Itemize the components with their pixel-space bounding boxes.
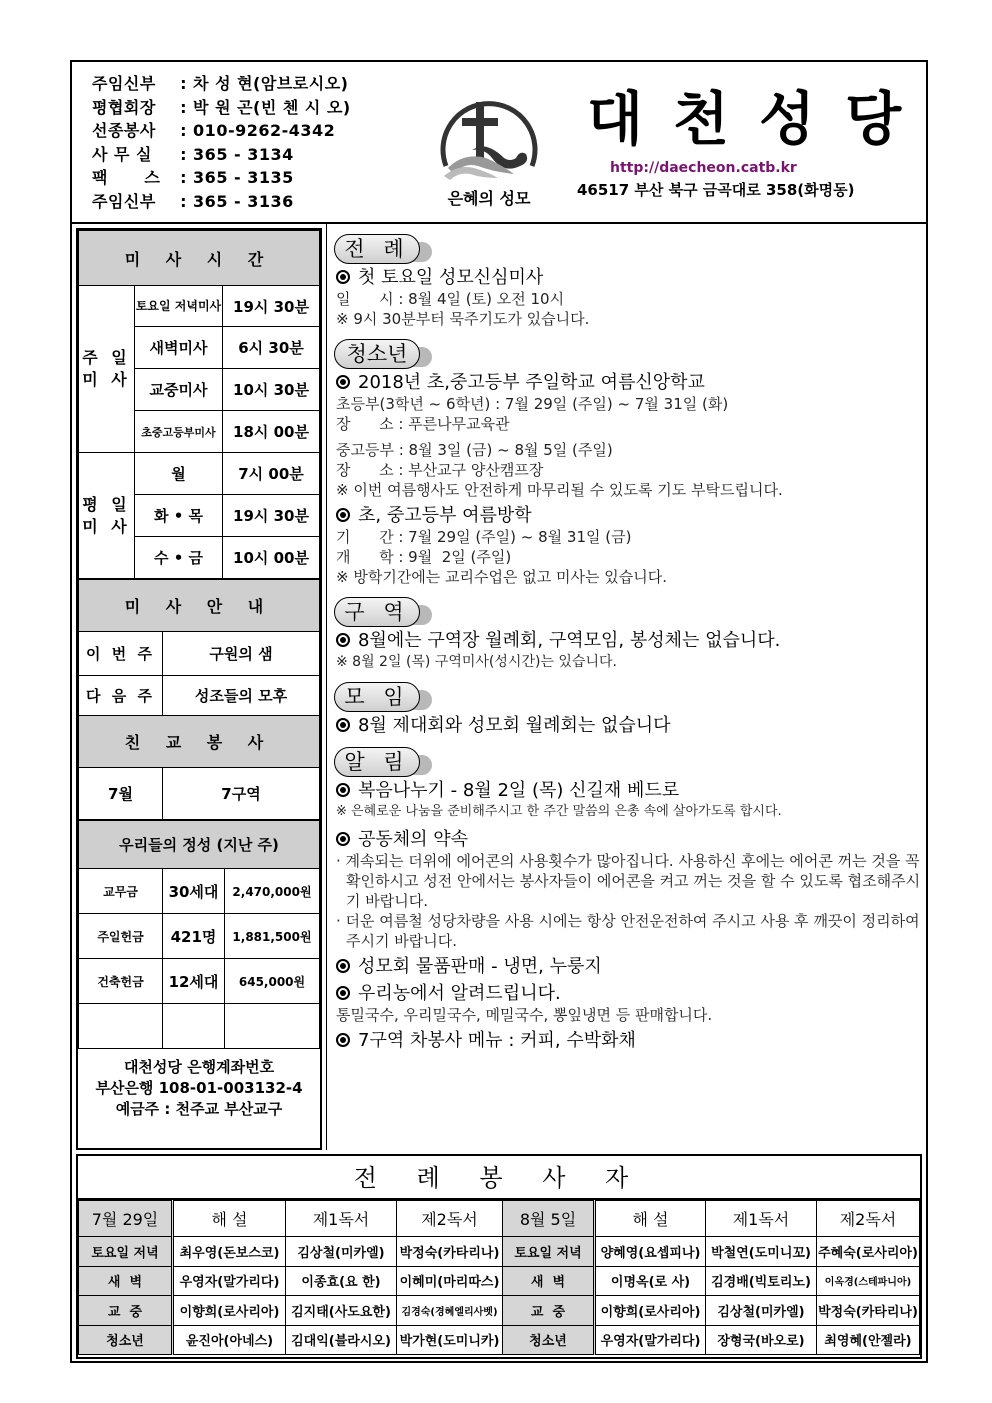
youth-line: 장 소 : 부산교구 양산캠프장 — [336, 461, 544, 479]
col-header: 해 설 — [173, 1201, 286, 1237]
mass-times-title: 미 사 시 간 — [79, 231, 320, 286]
radio-bullet-icon — [336, 783, 350, 797]
bank-holder: 예금주 : 천주교 부산교구 — [115, 1100, 283, 1118]
offering-name: 교무금 — [79, 869, 163, 914]
col-header: 제1독서 — [286, 1201, 397, 1237]
mass-name: 월 — [135, 453, 223, 495]
col-header: 제2독서 — [817, 1201, 920, 1237]
sunday-mass-label: 주 일 미 사 — [79, 286, 135, 453]
section-youth — [332, 339, 926, 371]
radio-bullet-icon — [336, 959, 350, 973]
fellowship-month: 7월 — [79, 768, 163, 820]
this-week-value: 구원의 샘 — [163, 632, 320, 676]
notice-heading-4: 우리농에서 알려드립니다. — [332, 982, 926, 1005]
offering-name: 건축헌금 — [79, 959, 163, 1004]
section-meeting — [332, 682, 926, 714]
section-liturgy — [332, 234, 926, 266]
col-header: 제2독서 — [397, 1201, 503, 1237]
district-heading: 8월에는 구역장 월례회, 구역모임, 봉성체는 없습니다. — [332, 629, 926, 652]
table-row: 교 중 이향희(로사리아) 김지태(사도요한) 김경숙(경혜엘리사벳) 교 중 이향희(로사리아) 김상철(미카엘) 박정숙(카타리나) — [79, 1296, 920, 1326]
mass-time: 7시 00분 — [223, 453, 320, 495]
next-week-label: 다 음 주 — [79, 676, 163, 716]
logo-caption: 은혜의 성모 — [447, 189, 531, 208]
youth-heading-1: 2018년 초,중고등부 주일학교 여름신앙학교 — [332, 371, 926, 394]
youth-line: ※ 이번 여름행사도 안전하게 마무리될 수 있도록 기도 부탁드립니다. — [336, 481, 783, 499]
mass-guide-table — [78, 579, 320, 820]
liturgy-line: 일 시 : 8월 4일 (토) 오전 10시 — [336, 290, 565, 308]
mass-guide-title: 미 사 안 내 — [79, 580, 320, 632]
badge-meeting: 모 임 — [334, 682, 420, 712]
col-header: 제1독서 — [706, 1201, 817, 1237]
notice-heading-3: 성모회 물품판매 - 냉면, 누룽지 — [332, 955, 926, 978]
col-header: 해 설 — [595, 1201, 706, 1237]
radio-bullet-icon — [336, 508, 350, 522]
date-left: 7월 29일 — [79, 1201, 173, 1237]
notice-heading-1: 복음나누기 - 8월 2일 (목) 신길재 베드로 — [332, 779, 926, 802]
mass-name: 새벽미사 — [135, 327, 223, 369]
this-week-label: 이 번 주 — [79, 632, 163, 676]
youth-line: 초등부(3학년 ~ 6학년) : 7월 29일 (주일) ~ 7월 31일 (화) — [336, 395, 729, 413]
youth-line: 기 간 : 7월 29일 (주일) ~ 8월 31일 (금) — [336, 528, 632, 546]
offering-amount: 645,000원 — [225, 959, 320, 1004]
liturgy-heading: 첫 토요일 성모신심미사 — [332, 266, 926, 289]
info-row-pastor: 주임신부 : 차 성 현(암브로시오) — [92, 74, 349, 93]
bulletin-header — [72, 62, 932, 224]
meeting-heading: 8월 제대회와 성모회 월례회는 없습니다 — [332, 714, 926, 737]
mass-time: 10시 00분 — [223, 537, 320, 579]
cross-wave-logo-icon — [434, 88, 544, 184]
radio-bullet-icon — [336, 986, 350, 1000]
offering-name — [79, 1004, 163, 1049]
fellowship-group: 7구역 — [163, 768, 320, 820]
servers-table — [78, 1200, 920, 1355]
mass-time: 19시 30분 — [223, 495, 320, 537]
youth-heading-2: 초, 중고등부 여름방학 — [332, 504, 926, 527]
section-notice — [332, 747, 926, 779]
date-right: 8월 5일 — [503, 1201, 595, 1237]
mass-time: 6시 30분 — [223, 327, 320, 369]
bulletin-page — [70, 60, 932, 1363]
youth-line: 개 학 : 9월 2일 (주일) — [336, 548, 512, 566]
liturgy-line: ※ 9시 30분부터 묵주기도가 있습니다. — [336, 310, 590, 328]
info-row-funeral: 선종봉사 : 010-9262-4342 — [92, 121, 336, 140]
table-row: 새 벽 우영자(말가리다) 이종효(요 한) 이혜미(마리따스) 새 벽 이명옥(로 사) 김경배(빅토리노) 이옥경(스테파니아) — [79, 1266, 920, 1296]
servers-title: 전 례 봉 사 자 — [78, 1156, 920, 1200]
bank-title: 대천성당 은행계좌번호 — [123, 1058, 275, 1076]
left-sidebar — [76, 228, 322, 1150]
offering-name: 주일헌금 — [79, 914, 163, 959]
table-row: 청소년 윤진아(아네스) 김대익(블라시오) 박가현(도미니카) 청소년 우영자(말가리다) 장형국(바오로) 최영혜(안젤라) — [79, 1325, 920, 1355]
radio-bullet-icon — [336, 832, 350, 846]
notice-bullet: · 계속되는 더위에 에어콘의 사용횟수가 많아집니다. 사용하신 후에는 에어콘 꺼는 것을 꼭 확인하시고 성전 안에서는 봉사자들이 에어콘을 켜고 꺼는 것을 할 수 있도록 협조해주시기 바랍니다. — [336, 852, 921, 910]
notice-heading-5: 7구역 차봉사 메뉴 : 커피, 수박화채 — [332, 1029, 926, 1052]
notice-note: ※ 은혜로운 나눔을 준비해주시고 한 주간 말씀의 은총 속에 살아가도록 합시다. — [336, 804, 782, 819]
info-row-office: 사 무 실 : 365 - 3134 — [92, 144, 294, 164]
radio-bullet-icon — [336, 1033, 350, 1047]
section-district — [332, 597, 926, 629]
radio-bullet-icon — [336, 718, 350, 732]
bank-account-number: 부산은행 108-01-003132-4 — [95, 1079, 303, 1097]
offering-amount: 1,881,500원 — [225, 914, 320, 959]
liturgy-servers — [76, 1154, 922, 1359]
offering-count: 12세대 — [163, 959, 225, 1004]
info-row-fax: 팩 스 : 365 - 3135 — [92, 168, 294, 187]
district-line: ※ 8월 2일 (목) 구역미사(성시간)는 있습니다. — [336, 654, 617, 670]
mass-name: 교중미사 — [135, 369, 223, 411]
weekday-mass-label: 평 일 미 사 — [79, 453, 135, 579]
offering-count: 421명 — [163, 914, 225, 959]
offering-amount: 2,470,000원 — [225, 869, 320, 914]
offering-count: 30세대 — [163, 869, 225, 914]
parish-logo — [434, 88, 544, 212]
badge-liturgy: 전 례 — [334, 234, 420, 264]
notice-bullet: · 더운 여름철 성당차량을 사용 시에는 항상 안전운전하여 주시고 사용 후 깨끗이 정리하여 주시기 바랍니다. — [336, 912, 920, 950]
notice-line: 통밀국수, 우리밀국수, 메밀국수, 뽕잎냉면 등 판매합니다. — [336, 1006, 713, 1024]
mass-name: 수 • 금 — [135, 537, 223, 579]
parish-address: 46517 부산 북구 금곡대로 358(화명동) — [577, 181, 855, 199]
fellowship-title: 친 교 봉 사 — [79, 716, 320, 768]
column-divider — [326, 224, 327, 1150]
mass-time: 10시 30분 — [223, 369, 320, 411]
parish-title: 대천성당 — [587, 85, 932, 153]
youth-line: ※ 방학기간에는 교리수업은 없고 미사는 있습니다. — [336, 568, 667, 586]
radio-bullet-icon — [336, 375, 350, 389]
offering-table — [78, 820, 320, 1049]
mass-time: 19시 30분 — [223, 286, 320, 327]
badge-district: 구 역 — [334, 597, 420, 627]
badge-youth: 청소년 — [334, 339, 420, 369]
info-row-council: 평협회장 : 박 원 곤(빈 첸 시 오) — [92, 97, 351, 117]
mass-times-table — [78, 230, 320, 579]
mass-name: 화 • 목 — [135, 495, 223, 537]
radio-bullet-icon — [336, 633, 350, 647]
offering-title: 우리들의 정성 (지난 주) — [79, 821, 320, 869]
contact-info — [92, 72, 351, 213]
radio-bullet-icon — [336, 270, 350, 284]
info-row-pastor-phone: 주임신부 : 365 - 3136 — [92, 191, 294, 211]
bank-account-info — [78, 1049, 320, 1120]
badge-notice: 알 림 — [334, 747, 420, 777]
next-week-value: 성조들의 모후 — [163, 676, 320, 716]
mass-name: 토요일 저녁미사 — [135, 286, 223, 327]
table-row: 토요일 저녁 최우영(돈보스코) 김상철(미카엘) 박정숙(카타리나) 토요일 저녁 양혜영(요셉피나) 박철연(도미니꼬) 주혜숙(로사리아) — [79, 1237, 920, 1267]
youth-line: 장 소 : 푸른나무교육관 — [336, 415, 510, 433]
parish-url[interactable]: http://daecheon.catb.kr — [610, 160, 797, 176]
offering-count — [163, 1004, 225, 1049]
youth-line: 중고등부 : 8월 3일 (금) ~ 8월 5일 (주일) — [336, 441, 613, 459]
offering-amount — [225, 1004, 320, 1049]
notice-heading-2: 공동체의 약속 — [332, 828, 926, 851]
mass-name: 초중고등부미사 — [135, 411, 223, 453]
mass-time: 18시 00분 — [223, 411, 320, 453]
announcements — [332, 230, 926, 1052]
